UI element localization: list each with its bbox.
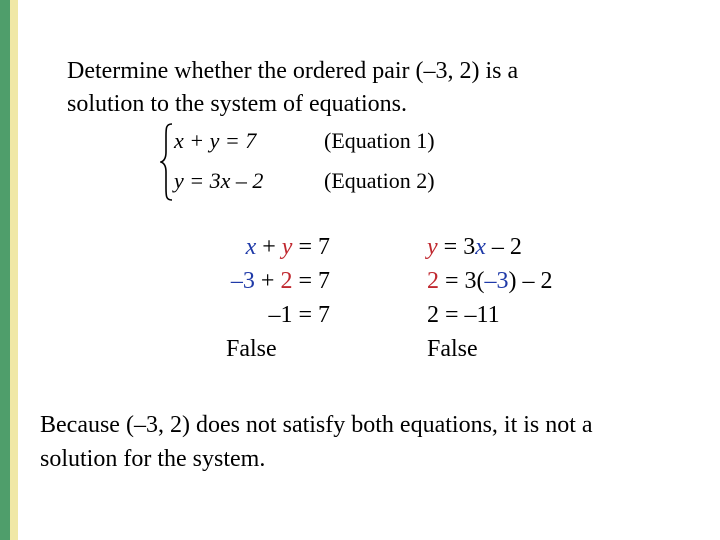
check2-line-1 [427, 230, 627, 264]
var-y: y [281, 234, 293, 260]
x-value: –3 [230, 268, 255, 294]
minus-two: – 2 [485, 234, 522, 260]
accent-stripe [10, 0, 18, 540]
plus-sign: + [256, 234, 282, 260]
intro-line-2: solution to the system of equations. [67, 91, 407, 117]
var-x: x [475, 234, 486, 260]
check2-result: False [427, 336, 478, 362]
check1-line-3: –1 = 7 [268, 302, 330, 328]
plus-sign: + [254, 268, 281, 294]
check2-line-2 [427, 264, 627, 298]
equation-1: x + y = 7 [174, 128, 257, 153]
check1-result: False [226, 336, 277, 362]
equation-system [160, 122, 480, 202]
equation-2: y = 3x – 2 [174, 168, 264, 193]
check2-line-3: 2 = –11 [427, 302, 500, 328]
check1-line-2 [180, 264, 330, 298]
check1-line-1 [180, 230, 330, 264]
paren-minus-two: ) – 2 [508, 268, 553, 294]
conclusion [40, 408, 700, 476]
equation-1-label: (Equation 1) [324, 128, 435, 153]
intro-line-1: Determine whether the ordered pair (–3, 2) is a [67, 58, 519, 84]
var-x: x [245, 234, 257, 260]
problem-statement [67, 55, 667, 121]
conclusion-line-1: Because (–3, 2) does not satisfy both equations, it is not a [40, 412, 593, 438]
check-equation-2 [427, 230, 627, 366]
accent-bar [0, 0, 10, 540]
y-value: 2 [427, 268, 439, 294]
brace-icon [160, 122, 174, 202]
check-equation-1 [180, 230, 330, 366]
y-value: 2 [280, 268, 293, 294]
equation-2-label: (Equation 2) [324, 168, 435, 193]
equals-seven: = 7 [292, 234, 330, 260]
x-value: –3 [484, 268, 509, 294]
var-y: y [427, 234, 438, 260]
conclusion-line-2: solution for the system. [40, 446, 266, 472]
equals-seven: = 7 [292, 268, 330, 294]
equals-three: = 3 [437, 234, 476, 260]
equals-three-paren: = 3( [439, 268, 485, 294]
